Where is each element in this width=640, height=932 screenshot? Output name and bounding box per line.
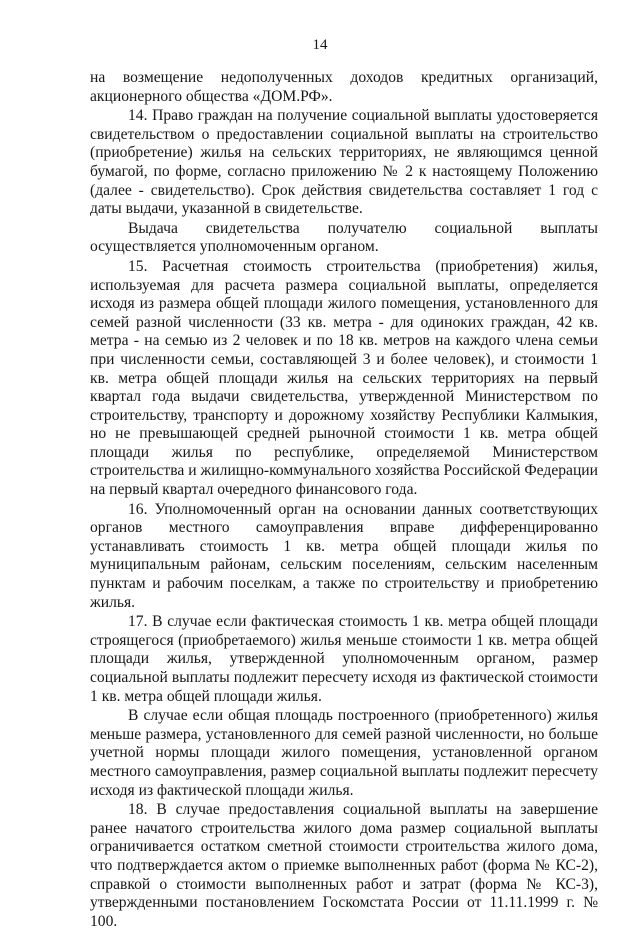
paragraph-17: 17. В случае если фактическая стоимость 1 кв. метра общей площади строящегося (приобретаемого) жилья меньше стоимости 1 кв. метра общей площади жилья, утвержденной уполномоченным органом, размер социальной выплаты подлежит пересчету исходя из фактической стоимости 1 кв. метра общей площади жилья. — [90, 613, 598, 705]
paragraph-18: 18. В случае предоставления социальной выплаты на завершение ранее начатого строительства жилого дома размер социальной выплаты ограничивается остатком сметной стоимости строительства жилого дома, что подтверждается актом о приемке выполненных работ (форма № КС-2), справкой о стоимости выполненных работ и затрат (форма № КС-3), утвержденными постановлением Госкомстата России от 11.11.1999 г. № 100. — [90, 801, 598, 930]
paragraph-continuation: на возмещение недополученных доходов кредитных организаций, акционерного общества «ДОМ.РФ». — [90, 69, 598, 105]
paragraph-15: 15. Расчетная стоимость строительства (приобретения) жилья, используемая для расчета размера социальной выплаты, определяется исходя из размера общей площади жилого помещения, установленного для семей разной численности (33 кв. метра - для одиноких граждан, 42 кв. метра - на семью из 2 человек и по 18 кв. метров на каждого члена семьи при численности семьи, составляющей 3 и более человек), и стоимости 1 кв. метра общей площади жилья на сельских территориях на первый квартал года выдачи свидетельства, утвержденной Министерством по строительству, транспорту и дорожному хозяйству Республики Калмыкия, но не превышающей средней рыночной стоимости 1 кв. метра общей площади жилья по республике, определяемой Министерством строительства и жилищно-коммунального хозяйства Российской Федерации на первый квартал очередного финансового года. — [90, 257, 598, 499]
paragraph-17-area: В случае если общая площадь построенного (приобретенного) жилья меньше размера, установленного для семей разной численности, но больше учетной нормы площади жилого помещения, установленной органом местного самоуправления, размер социальной выплаты подлежит пересчету исходя из фактической площади жилья. — [90, 707, 598, 799]
paragraph-14: 14. Право граждан на получение социальной выплаты удостоверяется свидетельством о предоставлении социальной выплаты на строительство (приобретение) жилья на сельских территориях, не являющимся ценной бумагой, по форме, согласно приложению № 2 к настоящему Положению (далее - свидетельство). Срок действия свидетельства составляет 1 год с даты выдачи, указанной в свидетельстве. — [90, 107, 598, 218]
paragraph-16: 16. Уполномоченный орган на основании данных соответствующих органов местного самоуправления вправе дифференцированно устанавливать стоимость 1 кв. метра общей площади жилья по муниципальным районам, сельским поселениям, сельским населенным пунктам и рабочим поселкам, а также по строительству и приобретению жилья. — [90, 500, 598, 611]
document-body — [90, 69, 598, 932]
page-number: 14 — [312, 37, 328, 53]
paragraph-14-issuance: Выдача свидетельства получателю социальной выплаты осуществляется уполномоченным органом. — [90, 219, 598, 256]
